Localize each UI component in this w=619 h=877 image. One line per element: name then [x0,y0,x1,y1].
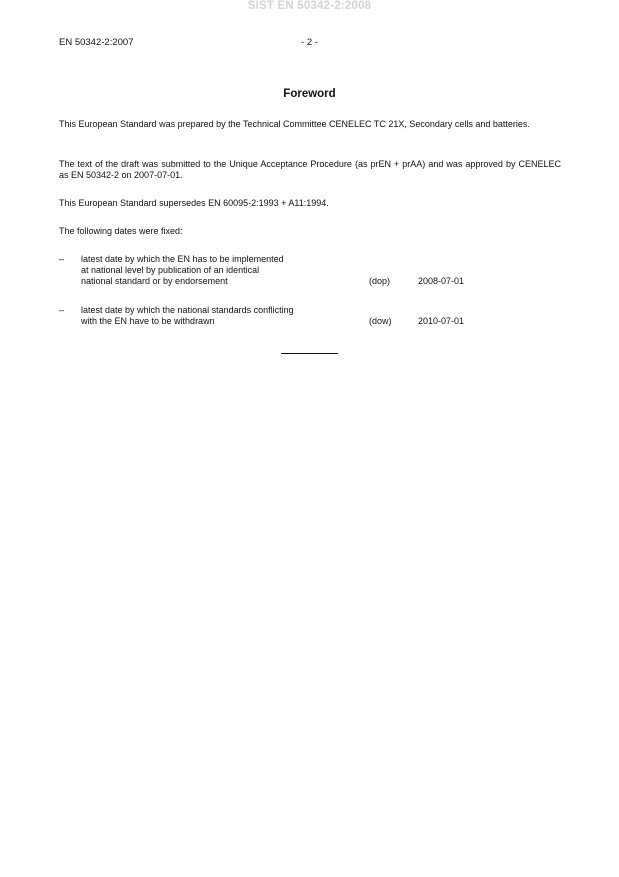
document-id: EN 50342-2:2007 [59,37,134,48]
page-number: - 2 - [301,37,318,48]
date-item-dow [59,305,519,327]
end-rule [281,353,338,354]
paragraph-draft-approval: The text of the draft was submitted to the Unique Acceptance Procedure (as prEN + prAA) and was approved by CENELEC as EN 50342-2 on 2007-07-01. [59,159,561,180]
page-title: Foreword [283,88,336,100]
date-description [81,305,351,327]
date-description-line: latest date by which the national standards conflicting [81,305,294,315]
watermark: SIST EN 50342-2:2008 [247,0,372,12]
date-item-dop [59,254,519,288]
date-code: (dop) [369,276,391,286]
date-description [81,254,351,287]
date-code: (dow) [369,316,392,326]
paragraph-dates-intro: The following dates were fixed: [59,226,183,236]
date-value: 2008-07-01 [418,276,465,286]
date-description-line: national standard or by endorsement [81,276,228,286]
date-value: 2010-07-01 [418,316,465,326]
date-description-line: latest date by which the EN has to be implemented [81,254,284,264]
date-description-line: with the EN have to be withdrawn [81,316,215,326]
paragraph-supersedes: This European Standard supersedes EN 60095-2:1993 + A11:1994. [59,198,329,208]
list-dash: – [59,254,65,264]
paragraph-prepared-by: This European Standard was prepared by the Technical Committee CENELEC TC 21X, Secondary cells and batteries. [59,119,530,129]
list-dash: – [59,305,65,315]
date-description-line: at national level by publication of an identical [81,265,260,275]
